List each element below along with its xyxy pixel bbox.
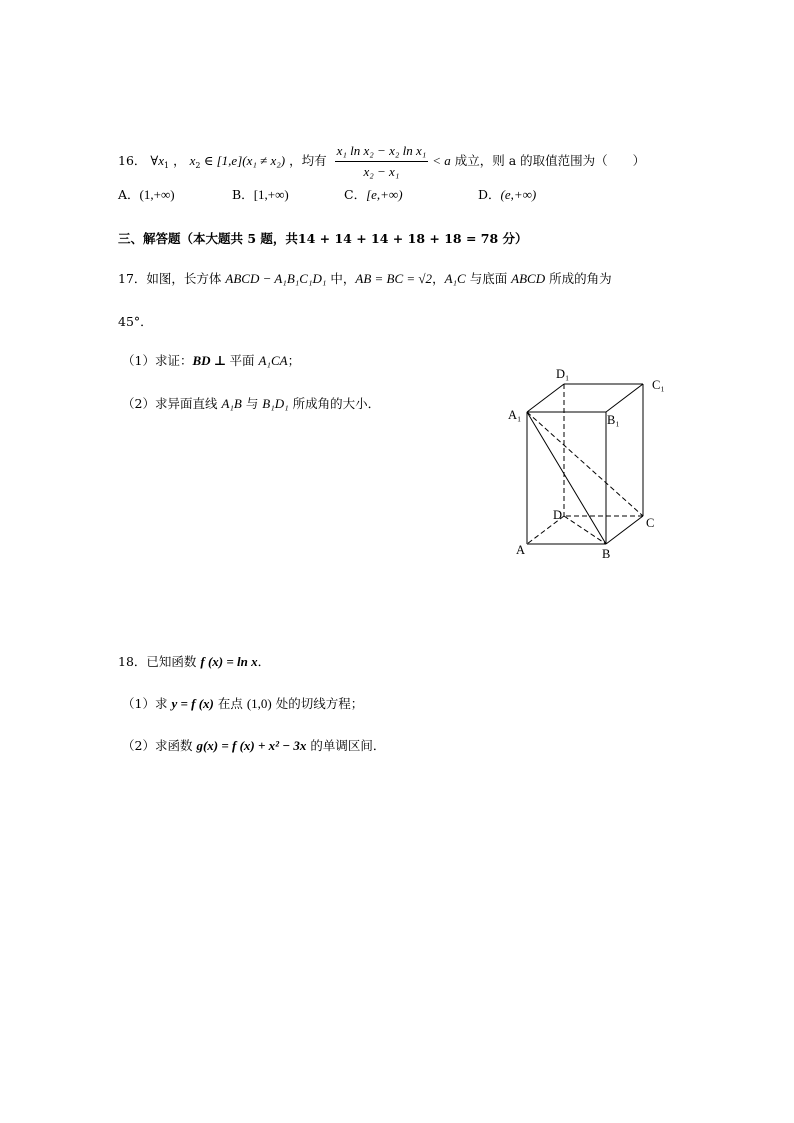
label-c: C — [646, 516, 655, 530]
edge-b-c — [606, 516, 643, 544]
q16-option-d: D．(e,+∞) — [478, 187, 537, 202]
label-b1: B₁ — [607, 413, 620, 427]
q16-sub1: 1 — [164, 161, 170, 170]
q16-frac-numerator: x₁ ln x₂ − x₂ ln x₁ — [335, 142, 429, 162]
q16-condition: (x₁ ≠ x₂) — [242, 153, 286, 168]
section-3-heading: 三、解答题（本大题共 5 题，共14 + 14 + 14 + 18 + 18 = 78 分） — [118, 231, 528, 246]
q16-lt-a: < a — [432, 153, 451, 168]
q16-comma: ， — [173, 153, 186, 168]
cuboid-figure — [500, 362, 680, 562]
q16-x1: x — [158, 153, 165, 168]
segment-a1-c — [527, 412, 643, 516]
segment-a1-b — [527, 412, 606, 544]
q16-number: 16． — [118, 153, 147, 168]
edge-d1-a1 — [527, 384, 564, 412]
label-d: D — [553, 508, 563, 522]
q16-option-c: C．[e,+∞) — [344, 187, 403, 202]
q16-junyou: ，均有 — [289, 153, 327, 168]
label-b: B — [602, 547, 611, 561]
q16-forall: ∀ — [150, 153, 159, 168]
q16-fraction — [335, 142, 429, 181]
label-a1: A₁ — [508, 408, 522, 422]
q18-function: f (x) = ln x — [200, 654, 258, 669]
q17-line1: 17．如图，长方体 ABCD − A₁B₁C₁D₁ 中，AB = BC = √2，A₁C 与底面 ABCD 所成的角为 — [118, 271, 612, 286]
label-c1: C₁ — [652, 378, 665, 392]
q16-option-b: B．[1,+∞) — [232, 187, 289, 202]
q17-box-name: ABCD − A₁B₁C₁D₁ — [225, 271, 327, 286]
q17-equation: AB = BC = √2 — [355, 271, 433, 286]
q16-interval: [1,e] — [216, 153, 243, 168]
q18-part2: （2）求函数 g(x) = f (x) + x² − 3x 的单调区间． — [122, 738, 386, 753]
edge-b1-c1 — [606, 384, 643, 412]
q17-part1: （1）求证：BD ⊥ 平面 A₁CA； — [122, 353, 301, 368]
q16-sub2: 2 — [195, 161, 201, 170]
q17-part2: （2）求异面直线 A₁B 与 B₁D₁ 所成角的大小． — [122, 396, 381, 411]
q16-line — [118, 142, 645, 181]
q16-in: ∈ — [200, 153, 217, 168]
segment-d-b — [564, 516, 606, 544]
q18-line1: 18．已知函数 f (x) = ln x． — [118, 654, 271, 669]
q16-option-a: A．(1,+∞) — [118, 187, 175, 202]
label-d1: D₁ — [556, 367, 570, 381]
q16-x2: x — [189, 153, 196, 168]
label-a: A — [516, 543, 526, 557]
q18-part1: （1）求 y = f (x) 在点 (1,0) 处的切线方程； — [122, 696, 364, 711]
q16-options — [118, 186, 618, 204]
q16-frac-denominator: x₂ − x₁ — [363, 164, 400, 179]
q17-line2: 45°． — [118, 314, 153, 329]
q16-tail: 成立，则 a 的取值范围为（ ） — [454, 153, 646, 168]
